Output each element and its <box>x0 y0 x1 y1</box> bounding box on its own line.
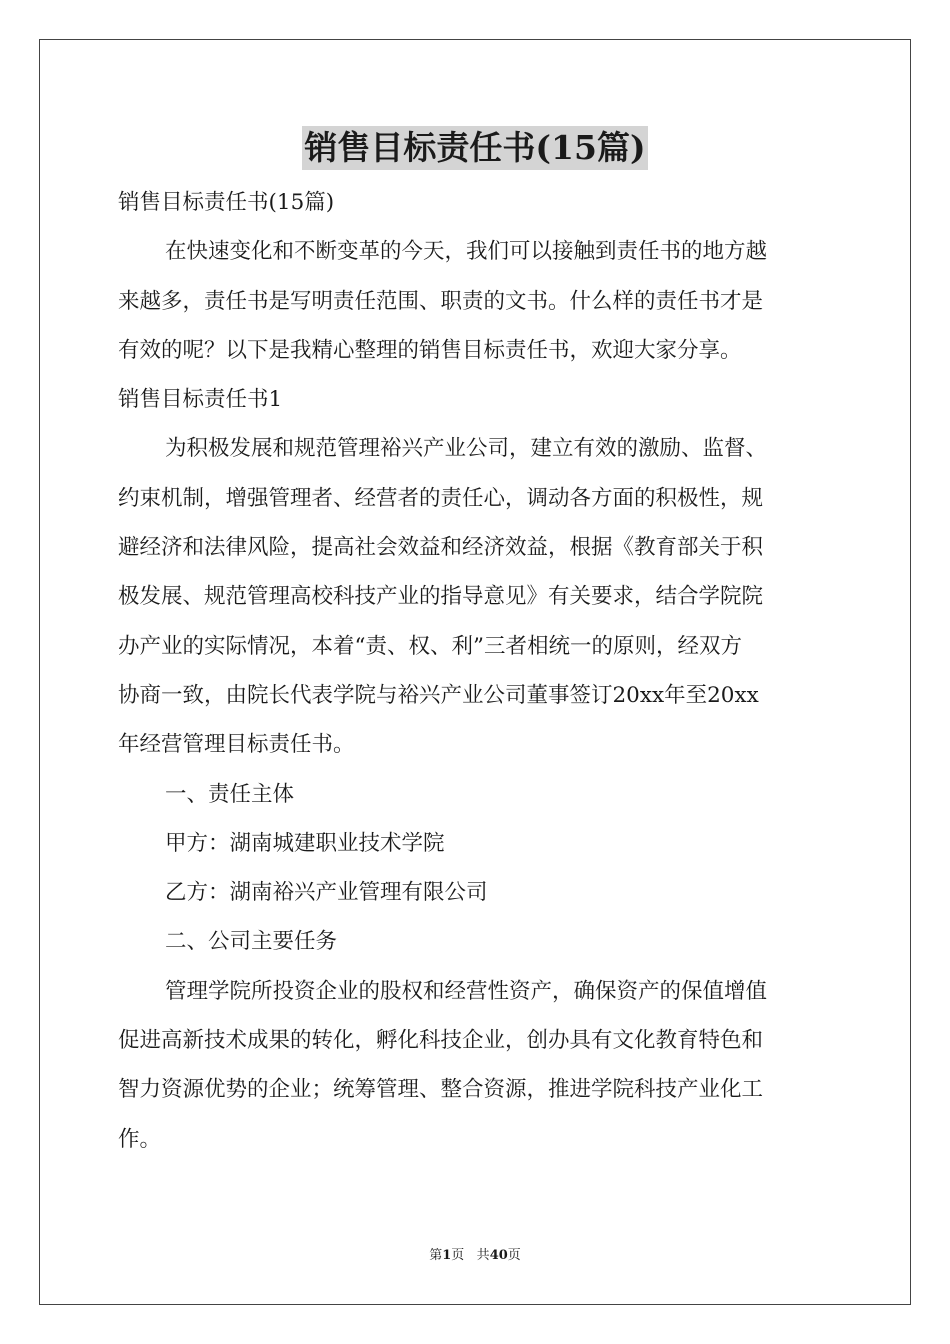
paragraph-line: 管理学院所投资企业的股权和经营性资产，确保资产的保值增值 <box>165 978 768 1004</box>
paragraph-line: 来越多，责任书是写明责任范围、职责的文书。什么样的责任书才是 <box>118 288 764 314</box>
paragraph-line: 年经营管理目标责任书。 <box>118 732 355 758</box>
paragraph-line: 协商一致，由院长代表学院与裕兴产业公司董事签订20xx年至20xx <box>118 682 759 708</box>
total-pages: 40 <box>489 1248 508 1263</box>
paragraph-line: 约束机制，增强管理者、经营者的责任心，调动各方面的积极性，规 <box>118 485 764 511</box>
document-title: 销售目标责任书(15篇) <box>302 126 647 170</box>
paragraph-line: 避经济和法律风险，提高社会效益和经济效益，根据《教育部关于积 <box>118 535 764 561</box>
paragraph-line: 极发展、规范管理高校科技产业的指导意见》有关要求，结合学院院 <box>118 584 764 610</box>
paragraph-line: 在快速变化和不断变革的今天，我们可以接触到责任书的地方越 <box>165 239 768 265</box>
title-wrap <box>0 126 950 170</box>
paragraph-line: 有效的呢？以下是我精心整理的销售目标责任书，欢迎大家分享。 <box>118 337 742 363</box>
party-b-line: 乙方：湖南裕兴产业管理有限公司 <box>165 880 488 906</box>
paragraph-line: 为积极发展和规范管理裕兴产业公司，建立有效的激励、监督、 <box>165 436 768 462</box>
party-a-line: 甲方：湖南城建职业技术学院 <box>165 830 445 856</box>
total-suffix: 页 <box>507 1248 521 1263</box>
document-body <box>118 178 838 1164</box>
clause-heading: 一、责任主体 <box>165 781 295 807</box>
page-number: 1 <box>442 1248 452 1263</box>
section-heading: 销售目标责任书1 <box>118 387 283 413</box>
paragraph-line: 作。 <box>118 1126 162 1152</box>
paragraph-line: 智力资源优势的企业；统筹管理、整合资源，推进学院科技产业化工 <box>118 1077 764 1103</box>
paragraph-line: 办产业的实际情况，本着“责、权、利”三者相统一的原则，经双方 <box>118 633 742 659</box>
paragraph-line: 促进高新技术成果的转化，孵化科技企业，创办具有文化教育特色和 <box>118 1028 764 1054</box>
page-suffix: 页 <box>451 1248 465 1263</box>
clause-heading: 二、公司主要任务 <box>165 929 338 955</box>
page-prefix: 第 <box>429 1248 443 1263</box>
total-prefix: 共 <box>476 1248 490 1263</box>
page-footer <box>0 1247 950 1265</box>
subtitle-line: 销售目标责任书(15篇) <box>118 190 335 215</box>
